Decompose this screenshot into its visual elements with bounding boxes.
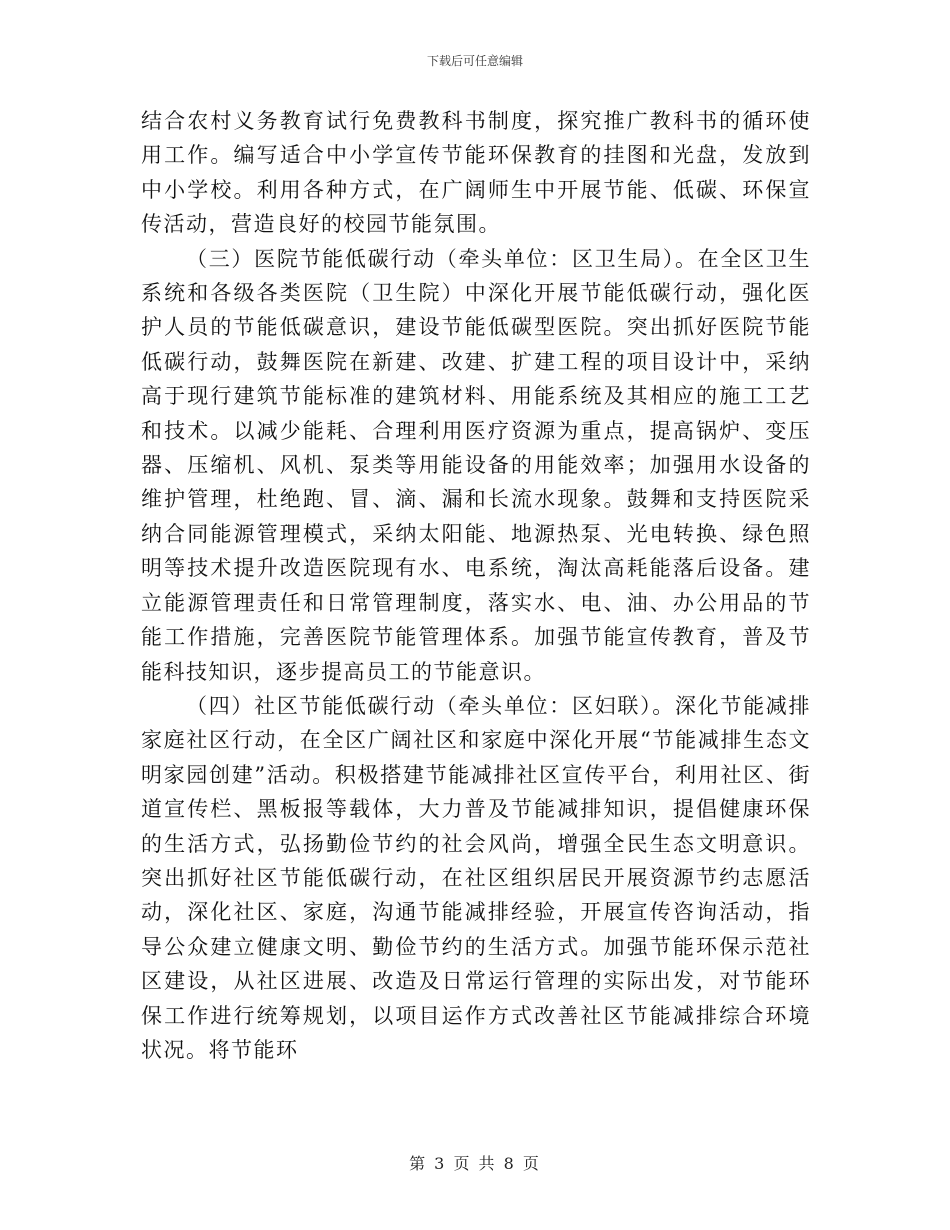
document-body [141, 104, 811, 1067]
page-number: 第 3 页 共 8 页 [409, 1154, 541, 1173]
paragraph-continuation: 结合农村义务教育试行免费教科书制度，探究推广教科书的循环使用工作。编写适合中小学宣传节能环保教育的挂图和光盘，发放到中小学校。利用各种方式，在广阔师生中开展节能、低碳、环保宣传活动，营造良好的校园节能氛围。 [141, 109, 811, 237]
paragraph-hospital-action: （三）医院节能低碳行动（牵头单位：区卫生局）。在全区卫生系统和各级各类医院（卫生院）中深化开展节能低碳行动，强化医护人员的节能低碳意识，建设节能低碳型医院。突出抓好医院节能低碳行动，鼓舞医院在新建、改建、扩建工程的项目设计中，采纳高于现行建筑节能标准的建筑材料、用能系统及其相应的施工工艺和技术。以减少能耗、合理利用医疗资源为重点，提高锅炉、变压器、压缩机、风机、泵类等用能设备的用能效率；加强用水设备的维护管理，杜绝跑、冒、滴、漏和长流水现象。鼓舞和支持医院采纳合同能源管理模式，采纳太阳能、地源热泵、光电转换、绿色照明等技术提升改造医院现有水、电系统，淘汰高耗能落后设备。建立能源管理责任和日常管理制度，落实水、电、油、办公用品的节能工作措施，完善医院节能管理体系。加强节能宣传教育，普及节能科技知识，逐步提高员工的节能意识。 [141, 246, 811, 684]
page-header: 下载后可任意编辑 [426, 54, 523, 68]
paragraph-community-action: （四）社区节能低碳行动（牵头单位：区妇联）。深化节能减排家庭社区行动，在全区广阔社区和家庭中深化开展“节能减排生态文明家园创建”活动。积极搭建节能减排社区宣传平台，利用社区、街道宣传栏、黑板报等载体，大力普及节能减排知识，提倡健康环保的生活方式，弘扬勤俭节约的社会风尚，增强全民生态文明意识。突出抓好社区节能低碳行动，在社区组织居民开展资源节约志愿活动，深化社区、家庭，沟通节能减排经验，开展宣传咨询活动，指导公众建立健康文明、勤俭节约的生活方式。加强节能环保示范社区建设，从社区进展、改造及日常运行管理的实际出发，对节能环保工作进行统筹规划，以项目运作方式改善社区节能减排综合环境状况。将节能环 [141, 693, 811, 1062]
